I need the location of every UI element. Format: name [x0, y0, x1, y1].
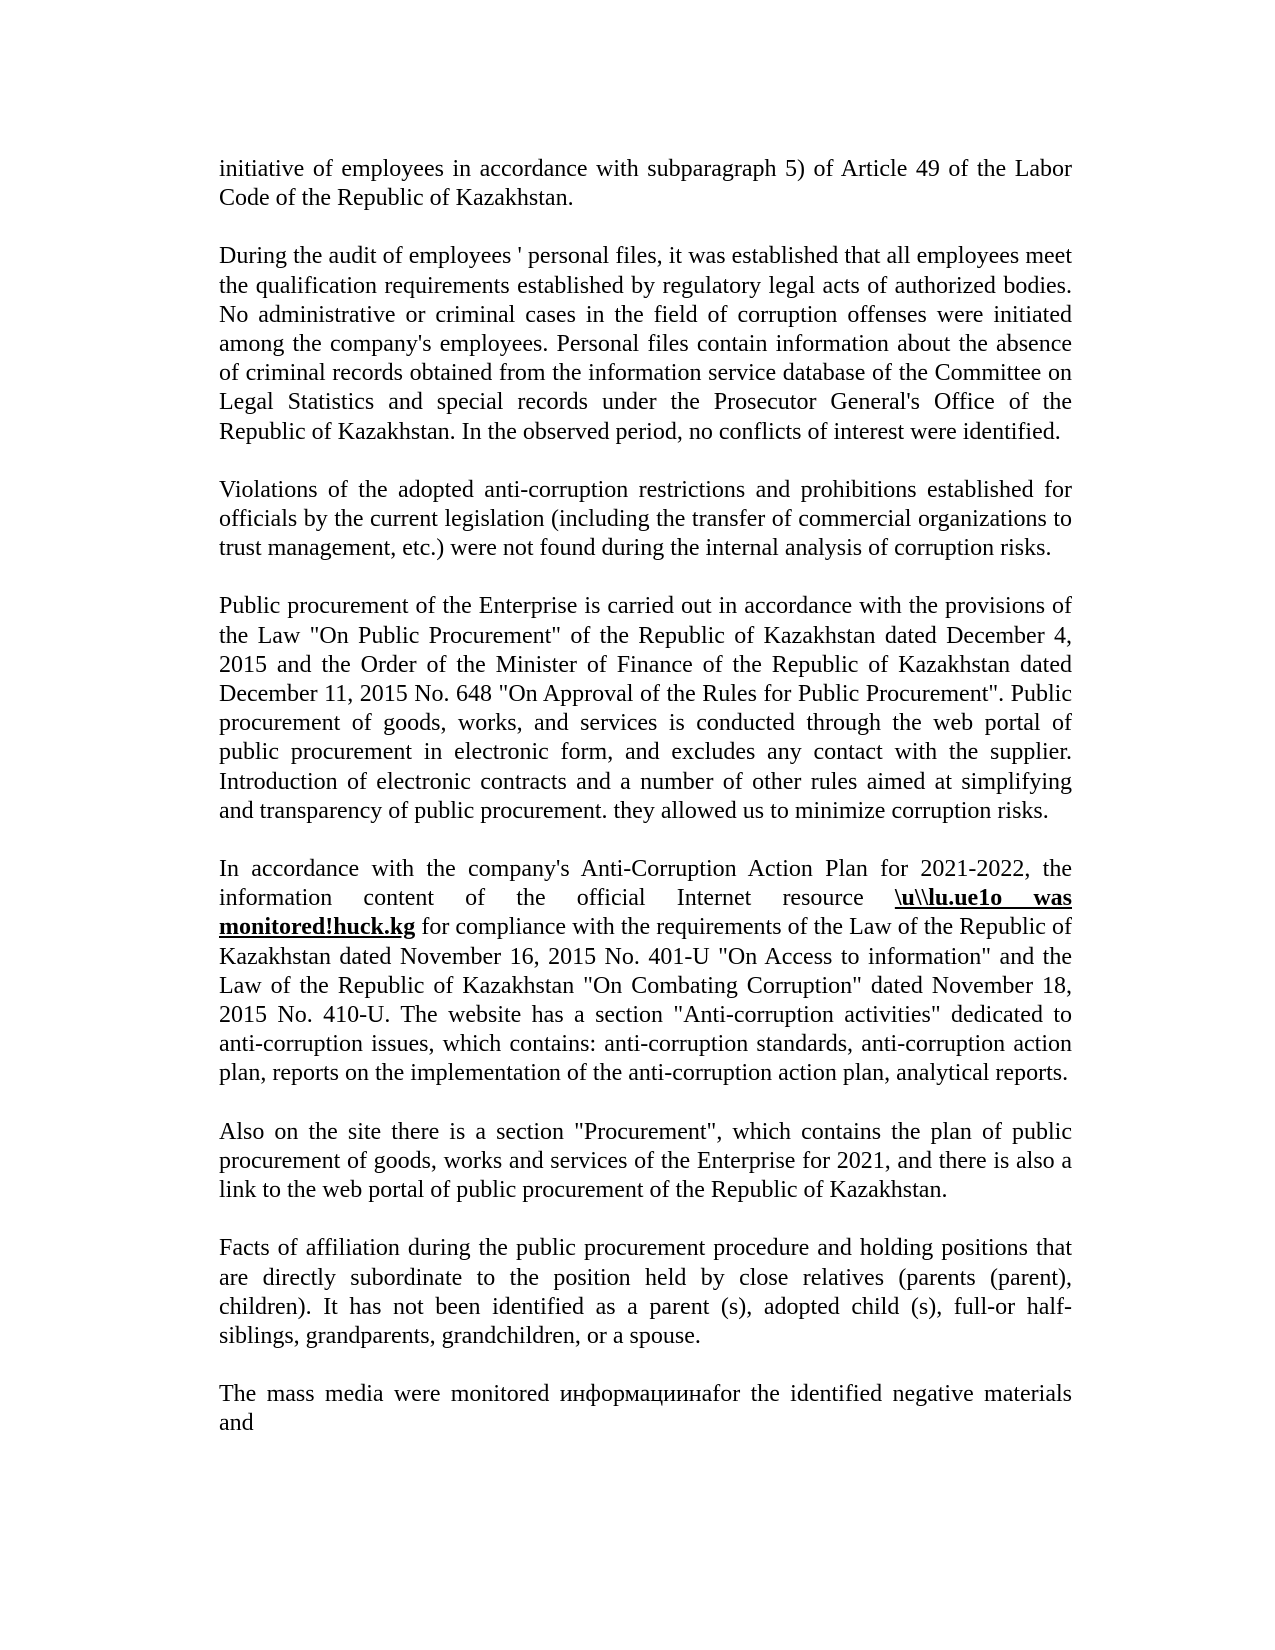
website-monitoring-text-before: In accordance with the company's Anti-Corruption Action Plan for 2021-2022, the information content of the official Internet resource: [219, 856, 1072, 912]
paragraph-mass-media: The mass media were monitored информациинаfor the identified negative materials and: [219, 1381, 1072, 1437]
paragraph-labor-code: initiative of employees in accordance with subparagraph 5) of Article 49 of the Labor Code of the Republic of Kazakhstan.: [219, 156, 1072, 212]
paragraph-public-procurement: Public procurement of the Enterprise is carried out in accordance with the provisions of the Law "On Public Procurement" of the Republic of Kazakhstan dated December 4, 2015 and the Order of the Minister of Finance of the Republic of Kazakhstan dated December 11, 2015 No. 648 "On Approval of the Rules for Public Procurement". Public procurement of goods, works, and services is conducted through the web portal of public procurement in electronic form, and excludes any contact with the supplier. Introduction of electronic contracts and a number of other rules aimed at simplifying and transparency of public procurement. they allowed us to minimize corruption risks.: [219, 593, 1072, 824]
paragraph-affiliation: Facts of affiliation during the public procurement procedure and holding positions that are directly subordinate to the position held by close relatives (parents (parent), children). It has not been identified as a parent (s), adopted child (s), full-or half-siblings, grandparents, grandchildren, or a spouse.: [219, 1235, 1072, 1349]
website-monitoring-text-after: for compliance with the requirements of the Law of the Republic of Kazakhstan dated November 16, 2015 No. 401-U "On Access to information" and the Law of the Republic of Kazakhstan "On Combating Corruption" dated November 18, 2015 No. 410-U. The website has a section "Anti-corruption activities" dedicated to anti-corruption issues, which contains: anti-corruption standards, anti-corruption action plan, reports on the implementation of the anti-corruption action plan, analytical reports.: [219, 914, 1072, 1087]
paragraph-website-monitoring: [219, 855, 1072, 1089]
paragraph-personal-files-audit: During the audit of employees ' personal files, it was established that all employees meet the qualification requirements established by regulatory legal acts of authorized bodies. No administrative or criminal cases in the field of corruption offenses were initiated among the company's employees. Personal files contain information about the absence of criminal records obtained from the information service database of the Committee on Legal Statistics and special records under the Prosecutor General's Office of the Republic of Kazakhstan. In the observed period, no conflicts of interest were identified.: [219, 243, 1072, 445]
paragraph-violations: Violations of the adopted anti-corruption restrictions and prohibitions established for officials by the current legislation (including the transfer of commercial organizations to trust management, etc.) were not found during the internal analysis of corruption risks.: [219, 476, 1072, 562]
document-page: [219, 155, 1072, 1439]
website-link[interactable]: \u\\lu.ue1o was monitored!huck.kg: [219, 885, 1072, 941]
paragraph-procurement-section: Also on the site there is a section "Procurement", which contains the plan of public procurement of goods, works and services of the Enterprise for 2021, and there is also a link to the web portal of public procurement of the Republic of Kazakhstan.: [219, 1118, 1072, 1204]
